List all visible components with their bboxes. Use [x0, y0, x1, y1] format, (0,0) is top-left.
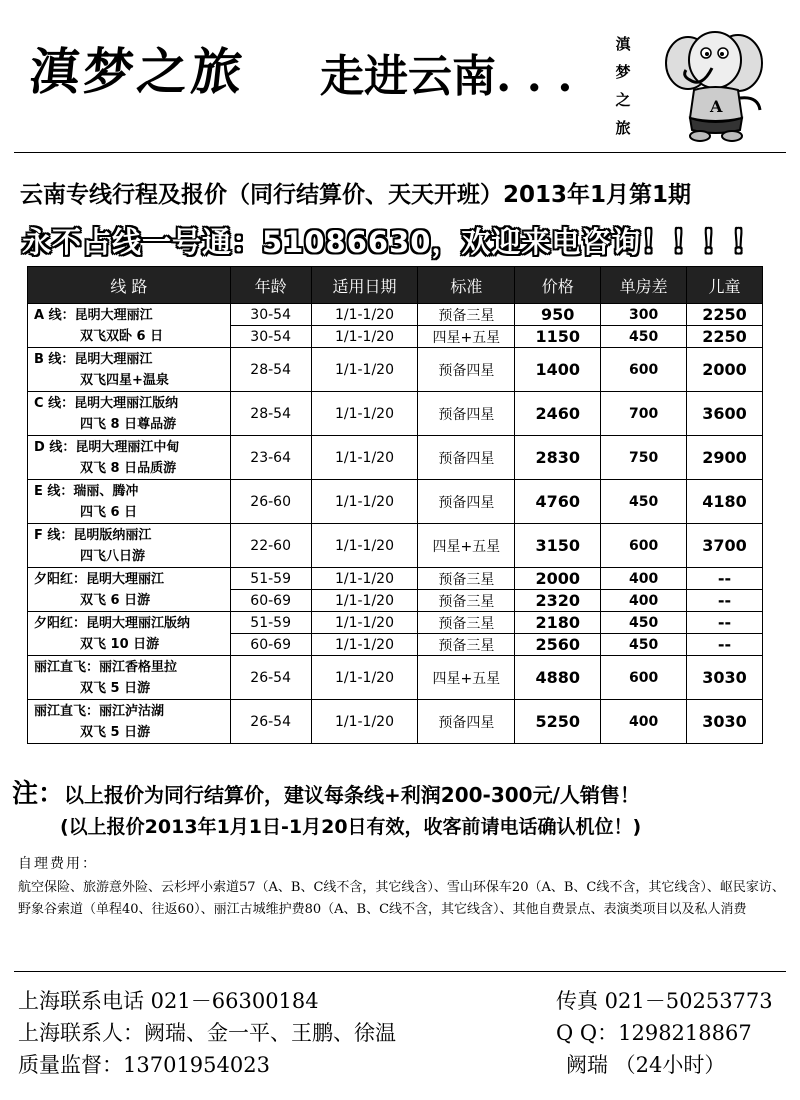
- route-cell: [28, 480, 231, 524]
- age-cell: 30-54: [230, 326, 311, 348]
- price-cell: 1400: [515, 348, 601, 392]
- route-detail: 双飞 10 日游: [80, 636, 160, 652]
- price-table: [27, 266, 763, 744]
- page-title: 云南专线行程及报价（同行结算价、天天开班）2013年1月第1期: [20, 182, 692, 208]
- phone-number: 上海联系电话 021－66300184: [18, 989, 319, 1013]
- single-supplement-cell: 400: [601, 568, 687, 590]
- standard-cell: 四星+五星: [418, 326, 515, 348]
- single-supplement-cell: 600: [601, 524, 687, 568]
- single-supplement-cell: 450: [601, 480, 687, 524]
- brand-logo: 滇梦之旅: [26, 42, 249, 101]
- header-price: 价格: [515, 267, 601, 304]
- header: [0, 0, 800, 150]
- table-row: [28, 568, 763, 590]
- route-name: 丽江直飞：丽江香格里拉: [34, 659, 178, 675]
- age-cell: 60-69: [230, 634, 311, 656]
- vertical-brand-char: 之: [615, 91, 631, 109]
- quality-supervision: 质量监督：13701954023: [18, 1053, 270, 1077]
- route-name: C 线：昆明大理丽江版纳: [34, 395, 179, 411]
- fax-number: 传真 021－50253773: [556, 989, 773, 1013]
- table-row: [28, 480, 763, 524]
- slogan: 走进云南. . .: [320, 51, 573, 102]
- price-cell: 3150: [515, 524, 601, 568]
- route-cell: [28, 304, 231, 348]
- table-row: [28, 392, 763, 436]
- price-cell: 4880: [515, 656, 601, 700]
- route-detail: 双飞 8 日品质游: [80, 460, 177, 476]
- header-single-supplement: 单房差: [601, 267, 687, 304]
- contact-row: [18, 985, 788, 1017]
- vertical-brand: [612, 30, 634, 142]
- single-supplement-cell: 700: [601, 392, 687, 436]
- date-cell: 1/1-1/20: [311, 656, 418, 700]
- date-cell: 1/1-1/20: [311, 348, 418, 392]
- date-cell: 1/1-1/20: [311, 304, 418, 326]
- price-cell: 2320: [515, 590, 601, 612]
- age-cell: 26-54: [230, 656, 311, 700]
- date-cell: 1/1-1/20: [311, 392, 418, 436]
- route-cell: [28, 656, 231, 700]
- single-supplement-cell: 400: [601, 700, 687, 744]
- note-text: 以上报价为同行结算价，建议每条线+利润200-300元/人销售！: [64, 783, 640, 807]
- pricing-note: [12, 773, 640, 810]
- route-detail: 双飞 5 日游: [80, 724, 151, 740]
- single-supplement-cell: 600: [601, 656, 687, 700]
- standard-cell: 预备三星: [418, 634, 515, 656]
- single-supplement-cell: 300: [601, 304, 687, 326]
- route-detail: 四飞 8 日尊品游: [80, 416, 177, 432]
- validity-note: (以上报价2013年1月1日-1月20日有效，收客前请电话确认机位！): [60, 816, 642, 838]
- contact-row: [18, 1049, 788, 1081]
- contact-row: [18, 1017, 788, 1049]
- child-price-cell: 2000: [687, 348, 763, 392]
- child-price-cell: --: [687, 590, 763, 612]
- route-name: B 线：昆明大理丽江: [34, 351, 153, 367]
- table-row: [28, 348, 763, 392]
- route-name: E 线：瑞丽、腾冲: [34, 483, 139, 499]
- divider: [14, 152, 786, 153]
- single-supplement-cell: 450: [601, 326, 687, 348]
- self-pay-details: 航空保险、旅游意外险、云杉坪小索道57（A、B、C线不含，其它线含）、雪山环保车20（A、B、C线不含，其它线含）、岖民家访、野象谷索道（单程40、往返60）、丽江古城维护费80（A、B、C线不含，其它线含）、其他自费景点、表演类项目以及私人消费: [18, 880, 785, 917]
- price-cell: 950: [515, 304, 601, 326]
- route-name: 夕阳红：昆明大理丽江版纳: [34, 615, 191, 631]
- price-cell: 2560: [515, 634, 601, 656]
- age-cell: 28-54: [230, 392, 311, 436]
- date-cell: 1/1-1/20: [311, 590, 418, 612]
- standard-cell: 预备四星: [418, 480, 515, 524]
- date-cell: 1/1-1/20: [311, 612, 418, 634]
- route-detail: 双飞 6 日游: [80, 592, 151, 608]
- elephant-mascot-icon: [660, 18, 770, 143]
- table-header-row: [28, 267, 763, 304]
- route-name: F 线：昆明版纳丽江: [34, 527, 152, 543]
- child-price-cell: 3600: [687, 392, 763, 436]
- route-cell: [28, 392, 231, 436]
- child-price-cell: 2250: [687, 304, 763, 326]
- qq-number: Q Q：1298218867: [556, 1021, 752, 1045]
- age-cell: 60-69: [230, 590, 311, 612]
- price-cell: 1150: [515, 326, 601, 348]
- child-price-cell: --: [687, 634, 763, 656]
- table-row: [28, 700, 763, 744]
- age-cell: 30-54: [230, 304, 311, 326]
- route-name: 丽江直飞：丽江泸沽湖: [34, 703, 165, 719]
- vertical-brand-char: 旅: [615, 119, 631, 137]
- route-cell: [28, 700, 231, 744]
- price-cell: 2460: [515, 392, 601, 436]
- self-pay-title: 自理费用：: [18, 856, 98, 872]
- header-date: 适用日期: [311, 267, 418, 304]
- child-price-cell: --: [687, 568, 763, 590]
- standard-cell: 四星+五星: [418, 656, 515, 700]
- date-cell: 1/1-1/20: [311, 480, 418, 524]
- route-detail: 双飞 5 日游: [80, 680, 151, 696]
- date-cell: 1/1-1/20: [311, 436, 418, 480]
- hotline-banner: 永不占线一号通：51086630，欢迎来电咨询！！！！: [22, 225, 762, 259]
- table-row: [28, 304, 763, 326]
- price-cell: 2000: [515, 568, 601, 590]
- route-detail: 四飞八日游: [80, 548, 146, 564]
- contact-persons: 上海联系人：阙瑞、金一平、王鹏、徐温: [18, 1021, 396, 1045]
- date-cell: 1/1-1/20: [311, 524, 418, 568]
- date-cell: 1/1-1/20: [311, 700, 418, 744]
- single-supplement-cell: 450: [601, 612, 687, 634]
- standard-cell: 预备三星: [418, 612, 515, 634]
- single-supplement-cell: 400: [601, 590, 687, 612]
- header-standard: 标准: [418, 267, 515, 304]
- divider: [14, 971, 786, 972]
- price-cell: 2830: [515, 436, 601, 480]
- route-cell: [28, 612, 231, 656]
- child-price-cell: 3700: [687, 524, 763, 568]
- header-child: 儿童: [687, 267, 763, 304]
- table-row: [28, 656, 763, 700]
- header-route: 线 路: [28, 267, 231, 304]
- child-price-cell: 3030: [687, 700, 763, 744]
- child-price-cell: --: [687, 612, 763, 634]
- on-duty-contact: 阙瑞 （24小时）: [566, 1053, 726, 1077]
- age-cell: 23-64: [230, 436, 311, 480]
- route-cell: [28, 348, 231, 392]
- note-label: 注：: [12, 779, 65, 809]
- standard-cell: 预备三星: [418, 304, 515, 326]
- table-row: [28, 436, 763, 480]
- price-cell: 2180: [515, 612, 601, 634]
- route-detail: 四飞 6 日: [80, 504, 138, 520]
- child-price-cell: 2900: [687, 436, 763, 480]
- vertical-brand-char: 滇: [615, 35, 631, 53]
- single-supplement-cell: 750: [601, 436, 687, 480]
- age-cell: 51-59: [230, 568, 311, 590]
- child-price-cell: 4180: [687, 480, 763, 524]
- route-cell: [28, 436, 231, 480]
- price-cell: 4760: [515, 480, 601, 524]
- age-cell: 28-54: [230, 348, 311, 392]
- route-cell: [28, 524, 231, 568]
- standard-cell: 预备三星: [418, 568, 515, 590]
- route-detail: 双飞四星+温泉: [80, 372, 169, 388]
- age-cell: 51-59: [230, 612, 311, 634]
- standard-cell: 预备四星: [418, 700, 515, 744]
- date-cell: 1/1-1/20: [311, 326, 418, 348]
- vertical-brand-char: 梦: [615, 63, 631, 81]
- date-cell: 1/1-1/20: [311, 568, 418, 590]
- mascot-badge: A: [710, 97, 723, 116]
- route-name: D 线：昆明大理丽江中甸: [34, 439, 180, 455]
- route-cell: [28, 568, 231, 612]
- route-name: 夕阳红：昆明大理丽江: [34, 571, 165, 587]
- standard-cell: 预备四星: [418, 436, 515, 480]
- single-supplement-cell: 600: [601, 348, 687, 392]
- header-age: 年龄: [230, 267, 311, 304]
- table-row: [28, 612, 763, 634]
- standard-cell: 预备四星: [418, 392, 515, 436]
- contact-block: [18, 985, 788, 1081]
- age-cell: 26-54: [230, 700, 311, 744]
- single-supplement-cell: 450: [601, 634, 687, 656]
- table-row: [28, 524, 763, 568]
- date-cell: 1/1-1/20: [311, 634, 418, 656]
- route-detail: 双飞双卧 6 日: [80, 328, 164, 344]
- standard-cell: 预备三星: [418, 590, 515, 612]
- standard-cell: 四星+五星: [418, 524, 515, 568]
- age-cell: 26-60: [230, 480, 311, 524]
- price-cell: 5250: [515, 700, 601, 744]
- route-name: A 线：昆明大理丽江: [34, 307, 153, 323]
- standard-cell: 预备四星: [418, 348, 515, 392]
- child-price-cell: 2250: [687, 326, 763, 348]
- child-price-cell: 3030: [687, 656, 763, 700]
- age-cell: 22-60: [230, 524, 311, 568]
